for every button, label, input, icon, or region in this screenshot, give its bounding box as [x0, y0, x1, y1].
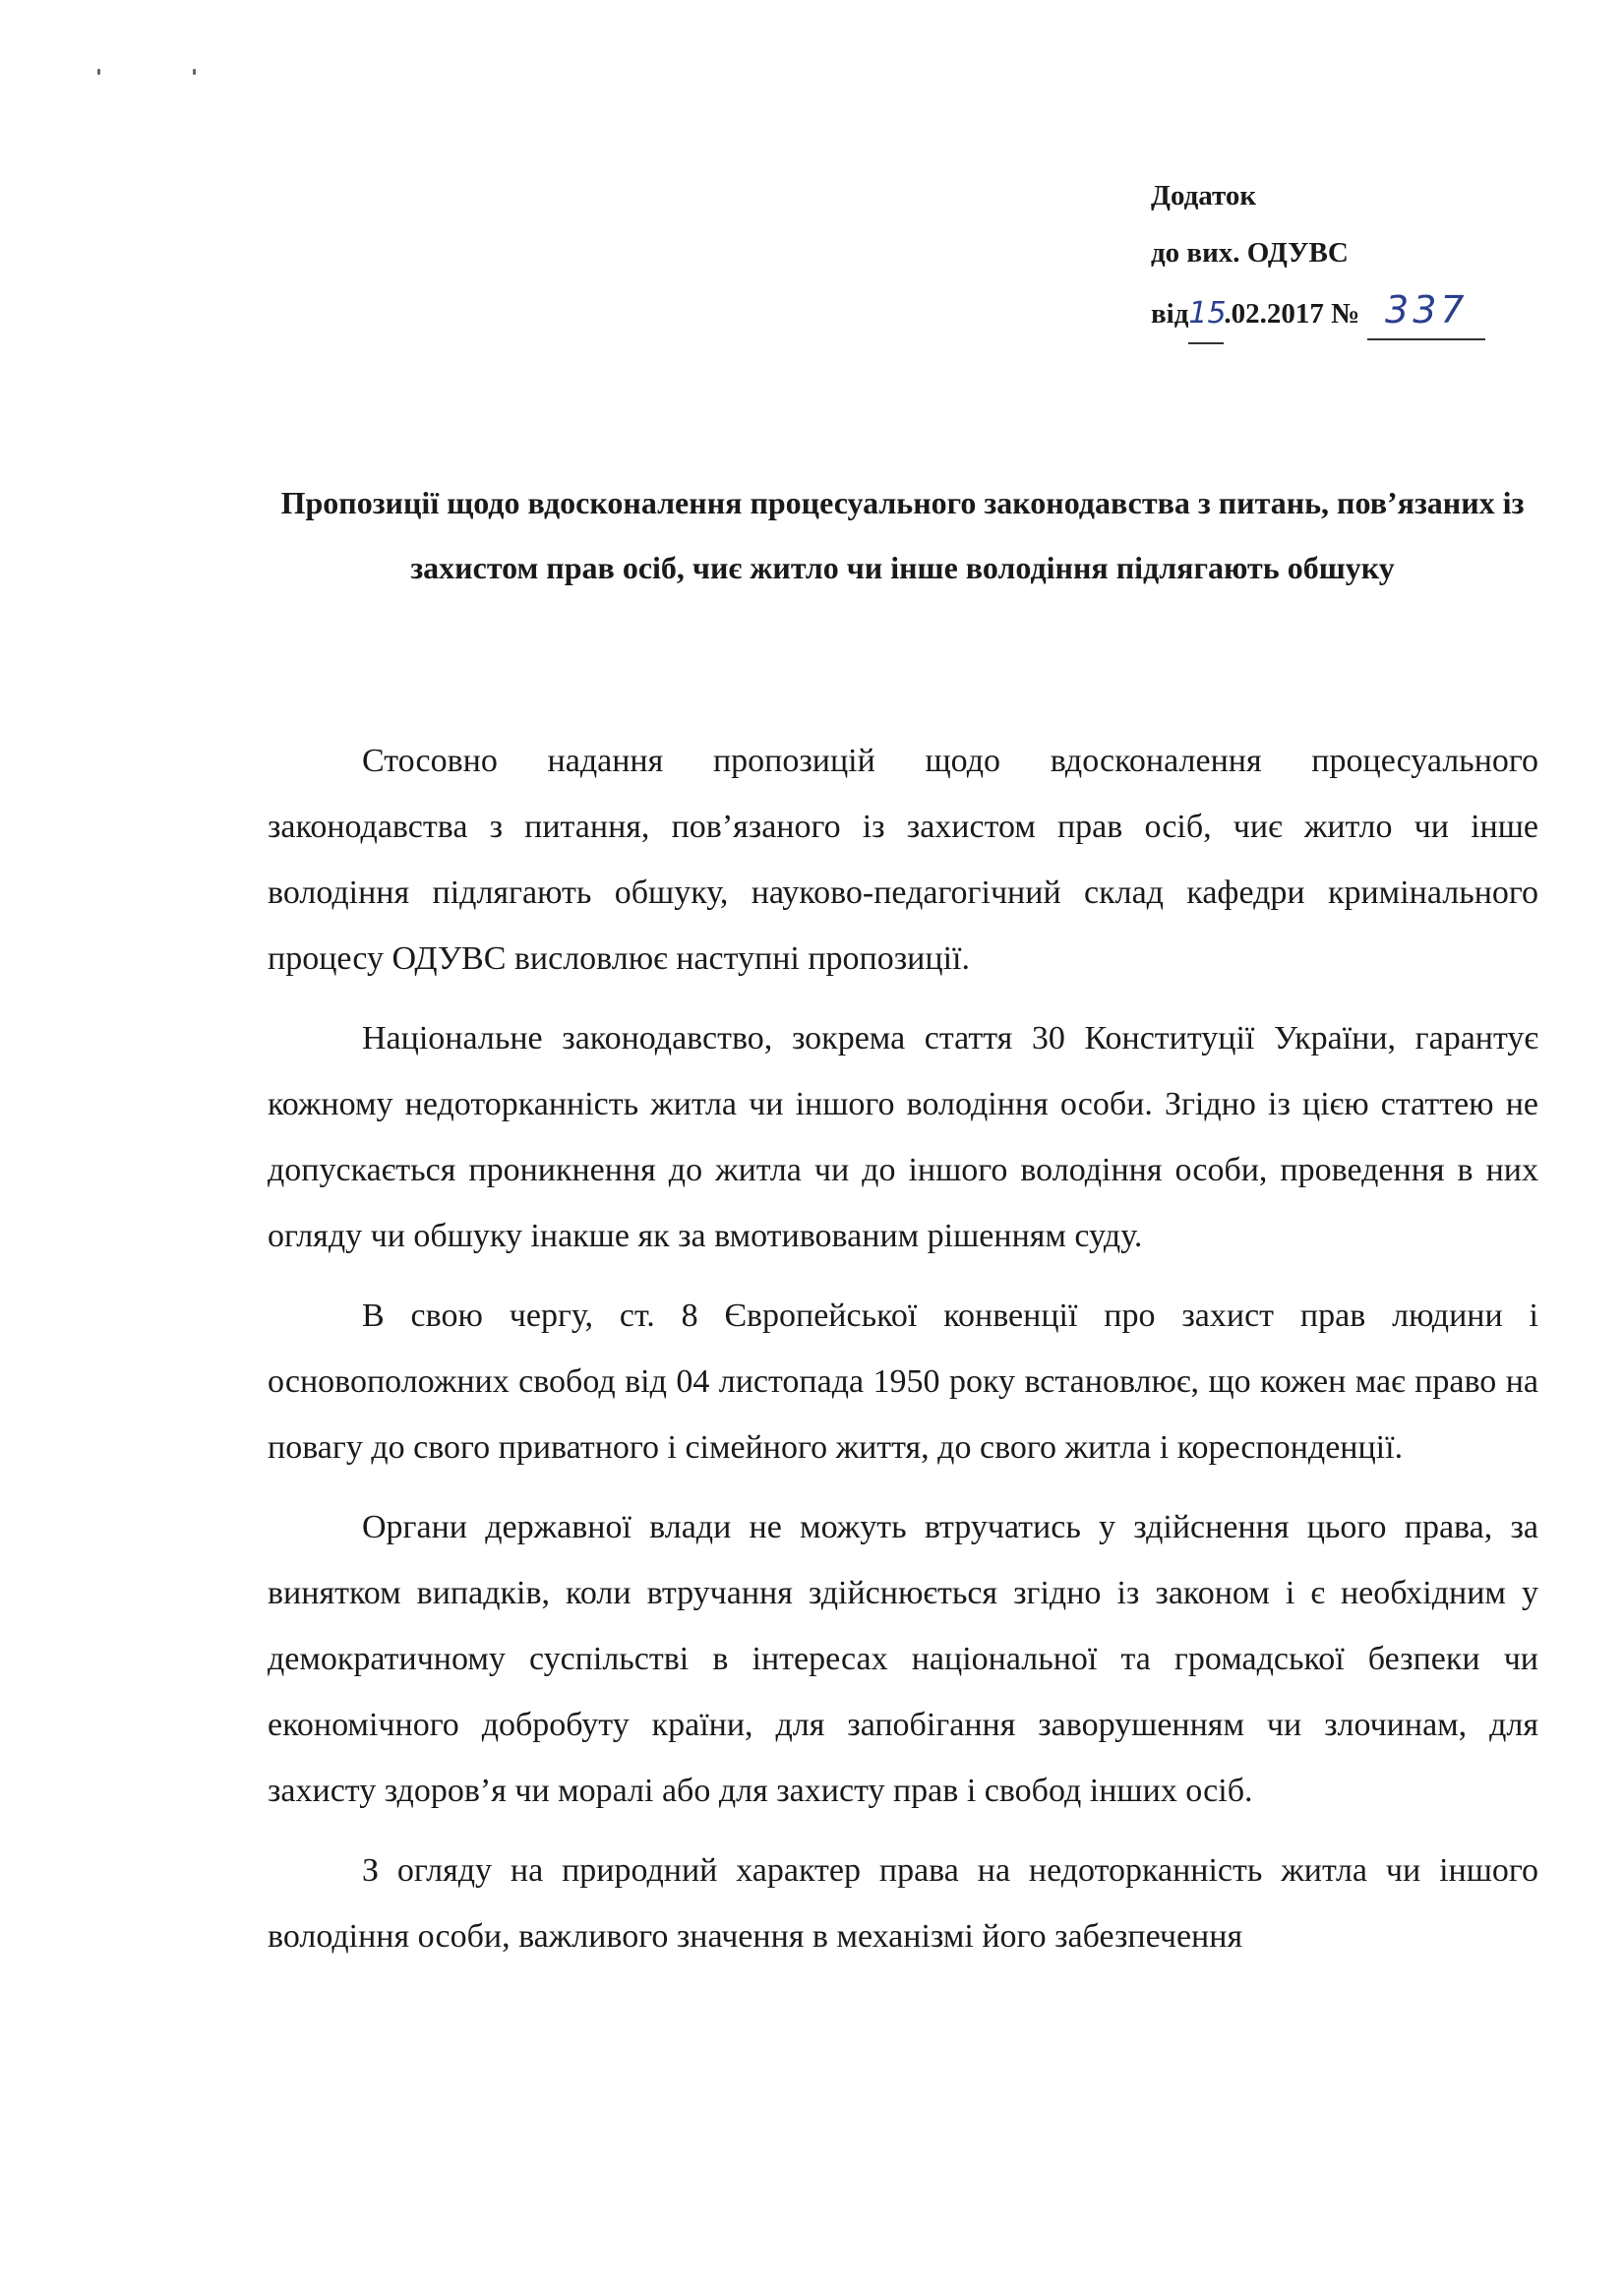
paragraph: З огляду на природний характер права на недоторканність житла чи іншого володіння особи, важливого значення в механізмі його забезпечення — [268, 1852, 1538, 1955]
paragraph: В свою чергу, ст. 8 Європейської конвенції про захист прав людини і основоположних свобод від 04 листопада 1950 року встановлює, що кожен має право на повагу до свого приватного і сімейного життя, до свого житла і кореспонденції. — [268, 1297, 1538, 1466]
date-prefix: від — [1151, 298, 1189, 330]
outgoing-reference: до вих. ОДУВС — [1151, 237, 1349, 269]
scan-speck — [193, 69, 196, 75]
annex-label: Додаток — [1151, 180, 1257, 211]
document-body — [268, 728, 1538, 1983]
paragraph: Національне законодавство, зокрема стаття 30 Конституції України, гарантує кожному недоторканність житла чи іншого володіння особи. Згідно із цією статтею не допускається проникнення до житла чи до іншого володіння особи, проведення в них огляду чи обшуку інакше як за вмотивованим рішенням суду. — [268, 1020, 1538, 1254]
date-rest: .02.2017 № — [1224, 298, 1360, 330]
handwritten-day: 15 — [1188, 285, 1224, 344]
annex-block — [1151, 167, 1485, 344]
paragraph: Стосовно надання пропозицій щодо вдосконалення процесуального законодавства з питання, пов’язаного із захистом прав осіб, чиє житло чи інше володіння підлягають обшуку, науково-педагогічний склад кафедри кримінального процесу ОДУВС висловлює наступні пропозиції. — [268, 743, 1538, 977]
handwritten-number: 337 — [1367, 281, 1485, 340]
scan-speck — [97, 69, 100, 75]
date-number-line — [1151, 281, 1485, 344]
document-title: Пропозиції щодо вдосконалення процесуального законодавства з питань, пов’язаних із захистом прав осіб, чиє житло чи інше володіння підлягають обшуку — [280, 485, 1525, 585]
paragraph: Органи державної влади не можуть втручатись у здійснення цього права, за винятком випадків, коли втручання здійснюється згідно із законом і є необхідним у демократичному суспільстві в інтересах національної та громадської безпеки чи економічного добробуту країни, для запобігання заворушенням чи злочинам, для захисту здоров’я чи моралі або для захисту прав і свобод інших осіб. — [268, 1509, 1538, 1809]
